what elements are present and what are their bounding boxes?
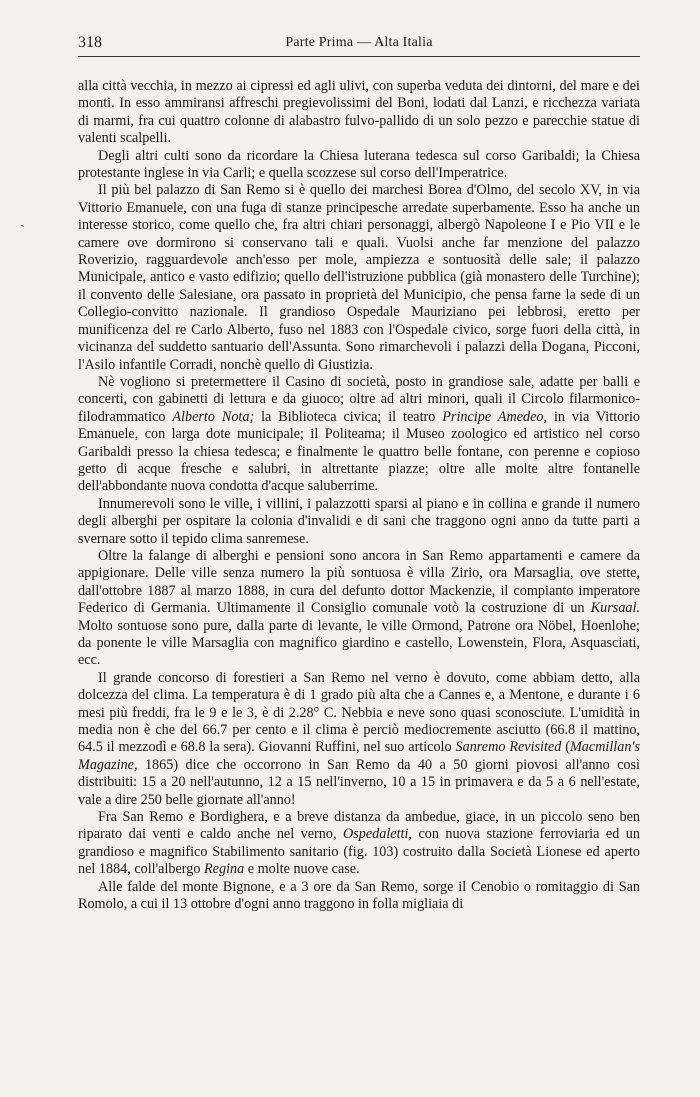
text-run: Nè vogliono si pretermettere il Casino di società, posto in grandiose sale, adatte per balli e concerti, con gabinetti di lettura e da giuoco; oltre ad altri minori, quali il Circolo filarmonico-filodrammatico	[78, 373, 640, 425]
italic-text: Sanremo Revisited	[455, 739, 562, 756]
italic-text: Regina	[204, 861, 245, 878]
text-run: Il grande concorso di forestieri a San Remo nel verno è dovuto, come abbiam detto, alla dolcezza del clima. La temperatura è di 1 grado più alta che a Cannes e, a Mentone, e durante i 6 mesi più freddi, fra le 9 e le 3, è di 2.28° C. Nebbia e neve sono quasi sconosciute. L'umidità in media non è che del 66.7 per cento e il clima è perciò mediocremente asciutto (66.8 il mattino, 64.5 il mezzodì e 68.8 la sera). Giovanni Ruffini, nel suo articolo	[78, 669, 640, 756]
paragraph	[78, 148, 640, 183]
text-run: alla città vecchia, in mezzo ai cipressi ed agli ulivi, con superba veduta dei dintorni, del mare e dei monti. In esso ammiransi affreschi pregievolissimi del Boni, lodati dal Lanzi, e ricchezza variata di marmi, fra cui quattro colonne di alabastro fulvo-pallido di un solo pezzo e parecchie statue di valenti scalpelli.	[78, 78, 640, 147]
italic-text: Principe Amedeo,	[442, 408, 548, 425]
text-run: e molte nuove case.	[244, 861, 360, 878]
italic-text: Macmillan's Magazine,	[78, 739, 640, 773]
italic-text: Ospedaletti,	[343, 826, 412, 843]
running-head: Parte Prima — Alta Italia	[285, 35, 433, 50]
paragraph	[78, 548, 640, 670]
body-text	[78, 78, 640, 914]
text-run: Molto sontuose sono pure, dalla parte di levante, le ville Ormond, Patrone ora Nöbel, Hoenlohe; da ponente le ville Marsaglia con magnifico giardino e castello, Lowenstein, Flora, Asquasciati, ecc.	[78, 617, 640, 669]
text-run: con nuova stazione ferroviaria ed un grandioso e magnifico Stabilimento sanitario (fig. 103) costruito dalla Società Lionese ed aperto nel 1884, coll'albergo	[78, 826, 640, 878]
paragraph	[78, 496, 640, 548]
paragraph	[78, 879, 640, 914]
text-run: Oltre la falange di alberghi e pensioni sono ancora in San Remo appartamenti e camere da appigionare. Delle ville senza numero la più sontuosa è villa Zirio, ora Marsaglia, ove stette, dall'ottobre 1887 al marzo 1888, in cura del defunto dottor Mackenzie, il compianto imperatore Federico di Germania. Ultimamente il Consiglio comunale votò la costruzione di un	[78, 547, 640, 617]
text-run: Il più bel palazzo di San Remo si è quello dei marchesi Borea d'Olmo, del secolo XV, in via Vittorio Emanuele, con una fuga di stanze principesche arredate superbamente. Esso ha anche un interesse storico, come quello che, fra altri chiari personaggi, albergò Napoleone I e Pio VII e le camere ove dormirono si conservano tali e quali. Vuolsi anche far menzione del palazzo Roverizio, ragguardevole anch'esso per mole, ampiezza e sontuosità delle sale; il palazzo Municipale, antico e vasto edifizio; quello dell'istruzione pubblica (già monastero delle Turchine); il convento delle Salesiane, ora passato in proprietà del Municipio, che pensa farne la sede di un Collegio-convitto nazionale. Il grandioso Ospedale Mauriziano pei lebbrosi, eretto per munificenza del re Carlo Alberto, fuso nel 1883 con l'Ospedale civico, sorge fuori della città, in vicinanza del suddetto santuario dell'Assunta. Sono rimarchevoli i palazzi della Dogana, Picconi, l'Asilo infantile Corradi, nonchè quello di Giustizia.	[78, 182, 640, 373]
page-header	[78, 30, 640, 57]
paragraph	[78, 809, 640, 879]
paragraph	[78, 182, 640, 373]
italic-text: Alberto Nota;	[172, 408, 255, 425]
text-run: Innumerevoli sono le ville, i villini, i palazzotti sparsi al piano e in collina e grande il numero degli alberghi per ospitare la colonia d'invalidi e di sani che traggono ogni anno da tutte parti a svernare sotto il tepido clima sanremese.	[78, 495, 640, 547]
paragraph	[78, 670, 640, 809]
text-run: Degli altri culti sono da ricordare la Chiesa luterana tedesca sul corso Garibaldi; la Chiesa protestante inglese in via Carli; e quella scozzese sul corso dell'Imperatrice.	[78, 147, 640, 182]
paragraph	[78, 374, 640, 496]
text-run: in via Vittorio Emanuele, con larga dote municipale; il Politeama; il Museo zoologico ed artistico nel corso Garibaldi presso la chiesa tedesca; e finalmente le quattro belle fontane, con perenne e copioso getto di acque fresche e salubri, in altrettante piazze; oltre alle molte altre fontanelle dell'abbondante nuova condotta d'acque saluberrime.	[78, 408, 640, 495]
page-number: 318	[78, 34, 102, 51]
text-run: Fra San Remo e Bordighera, e a breve distanza da ambedue, giace, in un piccolo seno ben riparato dai venti e caldo anche nel verno,	[78, 809, 640, 843]
text-run: 1865) dice che occorrono in San Remo da 40 a 50 giorni piovosi all'anno così distribuiti: 15 a 20 nell'autunno, 12 a 15 nell'inverno, 10 a 15 in primavera e da 5 a 6 nell'estate, vale a dire 250 belle giornate all'anno!	[78, 756, 640, 808]
text-run: la Biblioteca civica; il teatro	[254, 408, 443, 425]
text-run: (	[561, 739, 570, 756]
text-run: Alle falde del monte Bignone, e a 3 ore da San Remo, sorge il Cenobio o romitaggio di San Romolo, a cui il 13 ottobre d'ogni anno traggono in folla migliaia di	[78, 878, 640, 913]
italic-text: Kursaal.	[590, 600, 640, 617]
paragraph	[78, 78, 640, 148]
margin-mark: ˏ	[20, 212, 25, 228]
